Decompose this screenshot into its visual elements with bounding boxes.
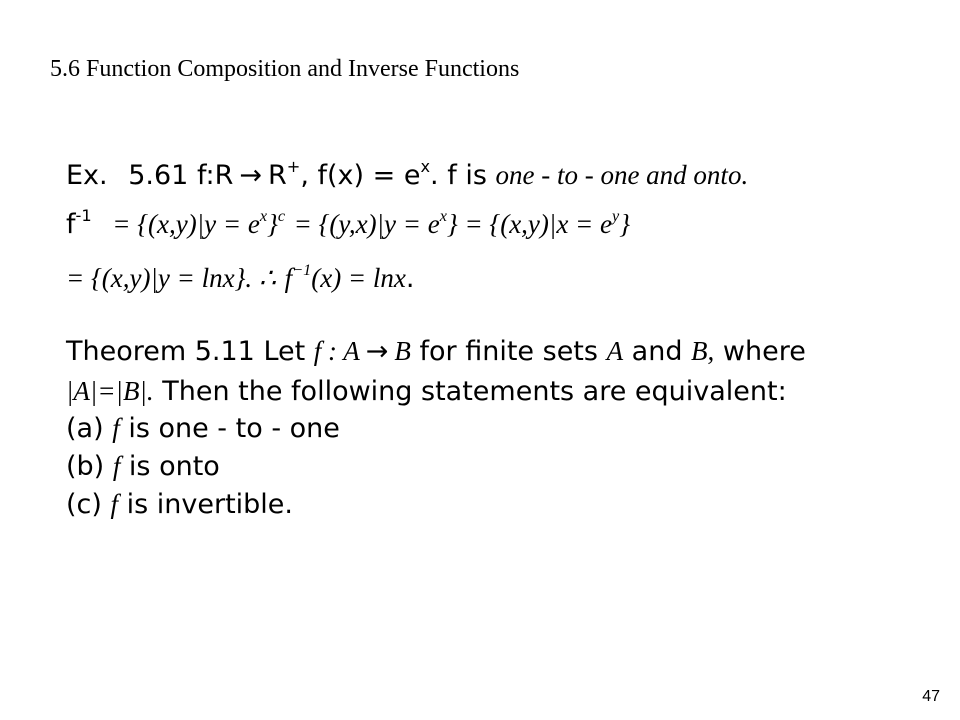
item-a-text: is one - to - one (128, 413, 340, 444)
theorem-line-2 (66, 372, 787, 411)
example-line-3 (66, 259, 414, 298)
example-line-1 (66, 156, 748, 195)
complement-superscript: c (277, 206, 286, 225)
example-number: 5.61 (128, 160, 189, 191)
page-number: 47 (922, 688, 940, 705)
inverse-result: (x) = ln (311, 263, 394, 293)
set-a: A (606, 336, 624, 366)
and-word: and (631, 336, 683, 367)
slide-title: 5.6 Function Composition and Inverse Functions (50, 56, 520, 82)
item-c-f: f (110, 489, 119, 519)
item-a-label: (a) (66, 413, 104, 444)
codomain: R (267, 160, 287, 191)
set-b: B, (691, 336, 715, 366)
inverse-eq-1-exponent: x (259, 206, 268, 225)
item-b-text: is onto (128, 451, 220, 482)
item-a-f: f (112, 413, 120, 443)
inverse-eq-2-close: } = {(x,y)|x = e (446, 209, 613, 239)
example-map: f:R (196, 160, 234, 191)
inverse-symbol: f (66, 209, 76, 240)
theorem-arrow: → (365, 336, 389, 367)
inverse-result-var: x (393, 263, 406, 293)
inverse-eq-1-close: } (267, 209, 278, 239)
condition-text: Then the following statements are equivalent: (162, 376, 787, 407)
item-b-label: (b) (66, 451, 105, 482)
inverse-eq-2-exponent: x (439, 206, 447, 225)
theorem-map: f : A (313, 336, 360, 366)
property-lead: f is (447, 160, 487, 191)
theorem-line-1 (66, 332, 806, 371)
inverse-eq-1: = {(x,y)|y = e (112, 209, 260, 239)
theorem-head: Theorem 5.11 Let (66, 336, 306, 367)
example-line-2 (66, 205, 630, 244)
inverse-eq-end: } (619, 209, 631, 239)
codomain-superscript: + (286, 156, 301, 176)
inverse-f: f (284, 263, 293, 293)
period: . (430, 160, 439, 191)
therefore: }. ∴ (234, 263, 277, 293)
inverse-eq-3-exponent: y (612, 206, 620, 225)
rule-exponent: x (420, 156, 431, 176)
example-label: Ex. (66, 160, 108, 191)
function-rule: f(x) = e (317, 160, 421, 191)
inverse-superscript: -1 (75, 205, 92, 225)
comma: , (300, 160, 309, 191)
item-c-label: (c) (66, 489, 102, 520)
inverse-f-superscript: −1 (292, 260, 312, 279)
arrow-symbol: → (239, 160, 262, 191)
ln-set: = {(x,y)|y = ln (66, 263, 223, 293)
item-c-text: is invertible. (126, 489, 294, 520)
theorem-mid: for finite sets (419, 336, 598, 367)
property-text: one - to - one and onto. (495, 160, 749, 190)
inverse-eq-2: = {(y,x)|y = e (293, 209, 440, 239)
ln-var: x (222, 263, 235, 293)
inverse-result-period: . (405, 263, 415, 294)
cardinality-condition: |A|=|B|. (66, 376, 154, 406)
theorem-codomain: B (394, 336, 411, 366)
theorem-item-c (66, 485, 293, 524)
theorem-item-b (66, 447, 220, 486)
where-word: where (722, 336, 806, 367)
theorem-item-a (66, 409, 340, 448)
item-b-f: f (112, 451, 121, 481)
